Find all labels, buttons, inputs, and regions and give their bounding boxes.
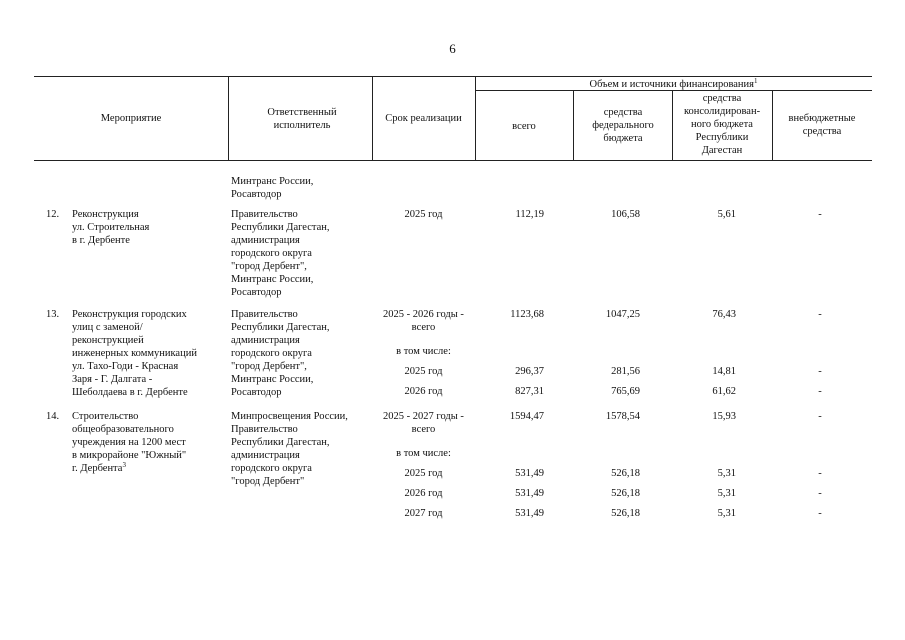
period: 2025 - 2027 годы - всего [383,411,464,435]
header-event: Мероприятие [100,113,162,124]
amount-federal: 281,56 [611,366,640,377]
amount-total: 296,37 [515,366,544,377]
period: 2027 год [404,508,443,519]
amount-total: 112,19 [515,209,544,220]
period: 2025 - 2026 годы - всего [383,309,464,333]
amount-extra: - [818,209,822,220]
period: 2025 год [404,209,443,220]
executor: Правительство Республики Дагестан, администрация городского округа "город Дербент", Минтранс России, Росавтодор [231,309,330,398]
amount-extra: - [818,488,822,499]
footnote-mark: 3 [122,461,126,469]
period: 2026 год [404,386,443,397]
amount-extra: - [818,411,822,422]
table-top-rule [34,76,872,77]
executor: Минпросвещения России, Правительство Республики Дагестан, администрация городского округа "город Дербент" [231,411,348,487]
header-extra: внебюджетные средства [788,113,856,137]
amount-total: 1594,47 [509,411,544,422]
divider [772,90,773,160]
page-number: 6 [449,41,456,56]
amount-federal: 526,18 [611,468,640,479]
amount-extra: - [818,508,822,519]
header-financing-group [475,78,872,91]
financing-group-label: Объем и источники финансирования [589,79,754,90]
row-number: 14. [46,411,60,422]
amount-consolidated: 5,61 [717,209,736,220]
event-name: Реконструкция городских улиц с заменой/ реконструкцией инженерных коммуникаций ул. Тахо-Годи - Красная Заря - Г. Далгата - Шеболдаева в г. Дербенте [72,309,197,398]
event-name: Строительство общеобразовательного учреждения на 1200 мест в микрорайоне "Южный" г. Дербента$^3$ [72,411,187,474]
divider [228,76,229,160]
row-number: 12. [46,209,60,220]
amount-consolidated: 14,81 [712,366,736,377]
period: 2026 год [404,488,443,499]
amount-consolidated: 5,31 [717,508,736,519]
amount-extra: - [818,468,822,479]
amount-total: 1123,68 [510,309,544,320]
amount-total: 531,49 [515,508,544,519]
amount-federal: 765,69 [611,386,640,397]
amount-extra: - [818,309,822,320]
header-executor: Ответственный исполнитель [267,107,337,131]
divider [672,90,673,160]
divider [573,90,574,160]
amount-consolidated: 61,62 [712,386,736,397]
period: 2025 год [404,366,443,377]
executor: Правительство Республики Дагестан, администрация городского округа "город Дербент", Минтранс России, Росавтодор [231,209,330,298]
amount-consolidated: 76,43 [712,309,736,320]
amount-federal: 526,18 [611,508,640,519]
amount-total: 531,49 [515,468,544,479]
amount-consolidated: 5,31 [717,488,736,499]
header-federal: средства федерального бюджета [592,107,654,144]
amount-federal: 1578,54 [605,411,640,422]
amount-extra: - [818,366,822,377]
amount-consolidated: 5,31 [717,468,736,479]
header-period: Срок реализации [385,113,462,124]
footnote-mark: 1 [754,77,758,85]
amount-consolidated: 15,93 [712,411,736,422]
header-bottom-rule [34,160,872,161]
amount-total: 531,49 [515,488,544,499]
period: в том числе: [396,448,451,459]
period: в том числе: [396,346,451,357]
carryover-executor: Минтранс России, Росавтодор [231,176,314,200]
amount-extra: - [818,386,822,397]
amount-total: 827,31 [515,386,544,397]
period: 2025 год [404,468,443,479]
header-consolidated: средства консолидирован-ного бюджета Республики Дагестан [683,93,761,156]
amount-federal: 526,18 [611,488,640,499]
header-total: всего [512,121,536,132]
event-name: Реконструкция ул. Строительная в г. Дербенте [72,209,150,246]
amount-federal: 1047,25 [605,309,640,320]
amount-federal: 106,58 [611,209,640,220]
row-number: 13. [46,309,60,320]
